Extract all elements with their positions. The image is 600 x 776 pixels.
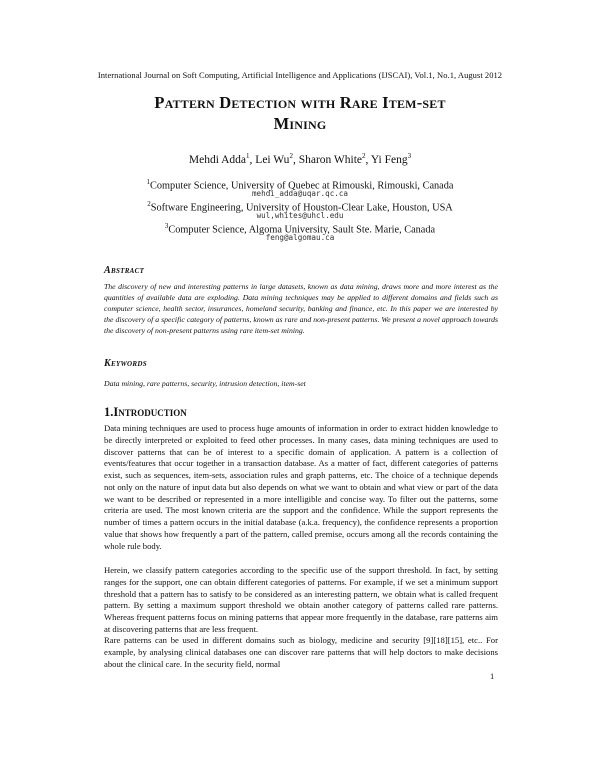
author-affiliation-marker: 2 — [289, 152, 293, 160]
affiliation-marker: 3 — [164, 222, 169, 230]
paper-title — [100, 92, 500, 134]
section-title: Introduction — [113, 405, 187, 419]
affiliation-marker: 2 — [147, 200, 151, 208]
keywords-heading: Keywords — [104, 358, 147, 369]
paper-title-line-1: Pattern Detection with Rare Item-set — [154, 93, 446, 112]
author-separator: , — [292, 153, 299, 166]
affiliation-text: Computer Science, University of Quebec at Rimouski, Rimouski, Canada — [150, 180, 454, 192]
body-paragraph: Rare patterns can be used in different domains such as biology, medicine and security [9][18][15], etc.. For example, by analysing clinical databases one can discover rare patterns that will help doctors to make decisions about the clinical care. In the security field, normal — [104, 635, 498, 669]
paper-title-line-2: Mining — [273, 114, 327, 133]
body-paragraph: Herein, we classify pattern categories according to the specific use of the support threshold. In fact, by setting ranges for the support, one can obtain different categories of patterns. For example, if we set a minimum support threshold that a pattern has to satisfy to be considered as an interesting pattern, we obtain what is called frequent pattern. By setting a maximum support threshold we obtain another category of patterns called rare patterns. Whereas frequent patterns focus on mining patterns that appear more frequently in the database, rare patterns aim at discovering patterns that are less frequent. — [104, 565, 498, 634]
author-email: wul,whites@uhcl.edu — [256, 211, 344, 220]
author-list — [0, 152, 600, 166]
author-affiliation-marker: 3 — [407, 152, 412, 160]
abstract-heading: Abstract — [104, 265, 145, 276]
affiliation-marker: 1 — [146, 178, 151, 186]
page-number: 1 — [490, 671, 495, 681]
affiliation-text: Software Engineering, University of Houston-Clear Lake, Houston, USA — [150, 202, 453, 214]
author-separator: , — [365, 153, 371, 166]
author-email: feng@algomau.ca — [265, 233, 335, 242]
section-number: 1. — [104, 405, 114, 419]
affiliation-text: Computer Science, Algoma University, Sault Ste. Marie, Canada — [168, 224, 436, 236]
running-header: International Journal on Soft Computing, Artificial Intelligence and Applications (IJSCAI), Vol.1, No.1, August 2012 — [97, 70, 503, 80]
author-name: Lei Wu — [255, 153, 290, 166]
author-name: Sharon White — [298, 153, 363, 166]
keywords-text: Data mining, rare patterns, security, intrusion detection, item-set — [104, 379, 306, 388]
author-affiliation-marker: 2 — [362, 152, 366, 160]
author-name: Yi Feng — [370, 153, 408, 166]
author-separator: , — [249, 153, 256, 166]
body-paragraph: Data mining techniques are used to process huge amounts of information in order to extract hidden knowledge to be directly interpreted or exploited to feed other processes. In many cases, data mining techniques are used to discover patterns that can be of interest to a specific domain of application. A pattern is a collection of events/features that occur together in a transaction database. As a matter of fact, different categories of patterns exist, such as sequences, item-sets, association rules and graph patterns, etc. The choice of a technique depends not only on the nature of input data but also depends on what we want to obtain and what view or part of the data we want to be described or represented in a more intelligible and concise way. To filter out the patterns, some criteria are used. The most known criteria are the support and the confidence. While the support represents the number of times a pattern occurs in the initial database (a.k.a. frequency), the confidence represents a proportion value that shows how frequently a part of the pattern, called premise, occurs among all the records containing the whole rule body. — [104, 423, 498, 551]
section-heading — [104, 405, 187, 420]
author-name: Mehdi Adda — [188, 153, 247, 166]
abstract-text: The discovery of new and interesting patterns in large datasets, known as data mining, draws more and more interest as the quantities of available data are exploding. Data mining techniques may be applied to different domains and fields such as computer science, health sector, insurances, homeland security, banking and finance, etc. In this paper we are interested by the discovery of a specific category of patterns, known as rare and non-present patterns. We present a novel approach towards the discovery of non-present patterns using rare item-set mining. — [104, 282, 498, 335]
author-affiliation-marker: 1 — [246, 152, 250, 160]
author-email: mehdi_adda@uqar.qc.ca — [251, 189, 348, 198]
